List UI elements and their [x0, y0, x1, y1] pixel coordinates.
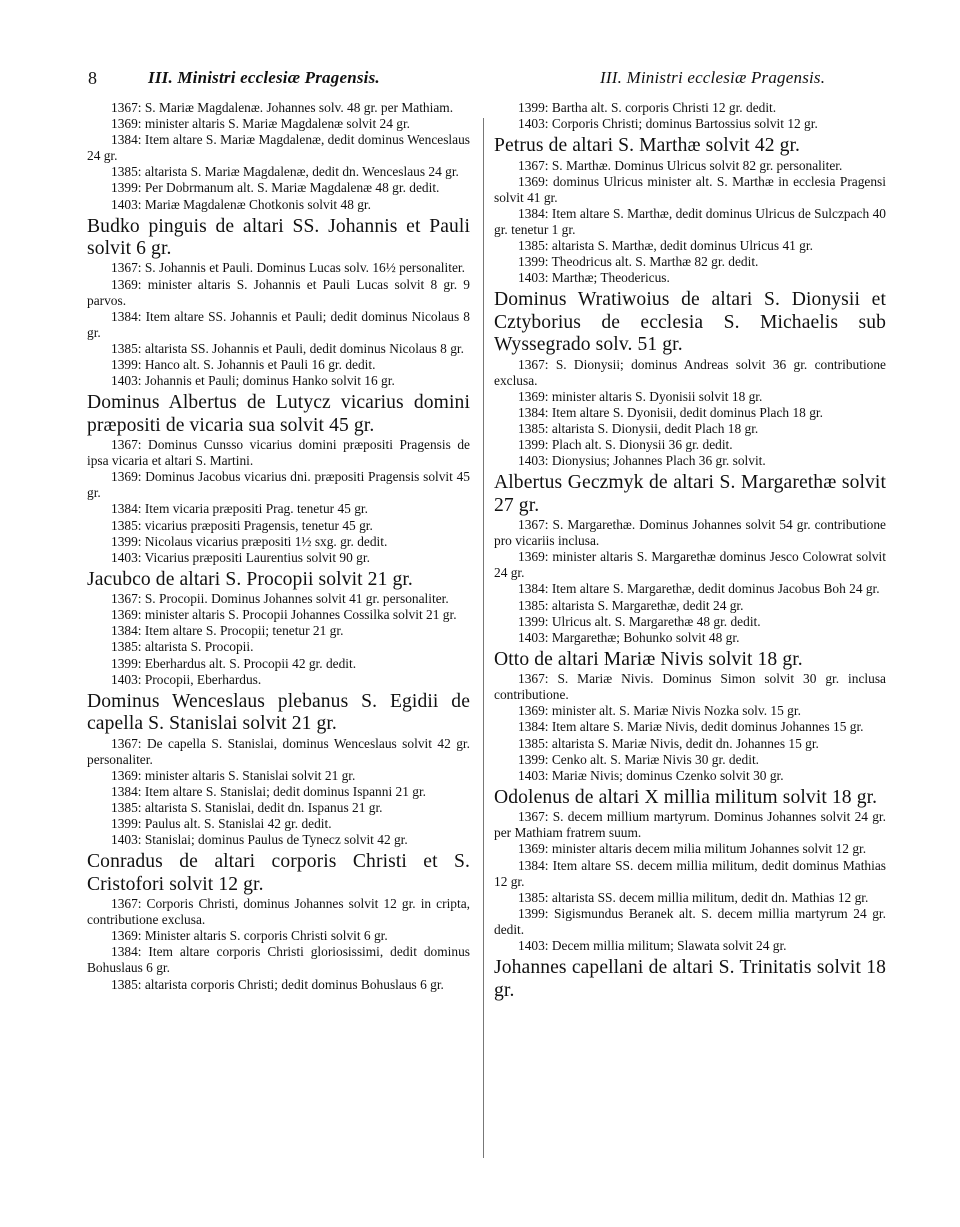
- record-entry: 1399: Eberhardus alt. S. Procopii 42 gr. dedit.: [111, 655, 357, 671]
- section-heading: Albertus Geczmyk de altari S. Margarethæ solvit 27 gr.: [494, 472, 886, 516]
- record-entry: 1369: minister altaris S. Margarethæ dominus Jesco Colowrat solvit 24 gr.: [494, 549, 886, 581]
- record-entry: 1367: S. Dionysii; dominus Andreas solvit 36 gr. contributione exclusa.: [494, 356, 886, 388]
- record-entry: 1385: altarista S. Marthæ, dedit dominus Ulricus 41 gr.: [518, 238, 813, 254]
- section-heading: Otto de altari Mariæ Nivis solvit 18 gr.: [494, 648, 803, 670]
- record-entry: 1403: Stanislai; dominus Paulus de Tynecz solvit 42 gr.: [111, 832, 408, 848]
- record-entry: 1384: Item altare S. Margarethæ, dedit dominus Jacobus Boh 24 gr.: [518, 581, 880, 597]
- record-entry: 1399: Sigismundus Beranek alt. S. decem millia martyrum 24 gr. dedit.: [494, 905, 886, 937]
- record-entry: 1367: Corporis Christi, dominus Johannes solvit 12 gr. in cripta, contributione exclusa.: [87, 896, 470, 928]
- record-entry: 1369: minister altaris S. Dyonisii solvit 18 gr.: [518, 388, 763, 404]
- record-entry: 1399: Nicolaus vicarius præpositi 1½ sxg. gr. dedit.: [111, 533, 388, 549]
- record-entry: 1399: Hanco alt. S. Johannis et Pauli 16 gr. dedit.: [111, 357, 376, 373]
- record-entry: 1369: minister alt. S. Mariæ Nivis Nozka solv. 15 gr.: [518, 703, 801, 719]
- section-heading: Odolenus de altari X millia militum solvit 18 gr.: [494, 786, 878, 808]
- record-entry: 1385: altarista corporis Christi; dedit dominus Bohuslaus 6 gr.: [111, 976, 444, 992]
- record-entry: 1367: S. Mariæ Magdalenæ. Johannes solv. 48 gr. per Mathiam.: [111, 100, 454, 115]
- record-entry: 1369: Minister altaris S. corporis Christi solvit 6 gr.: [111, 928, 388, 944]
- section-heading: Conradus de altari corporis Christi et S. Cristofori solvit 12 gr.: [87, 851, 470, 895]
- section-heading: Dominus Wenceslaus plebanus S. Egidii de capella S. Stanislai solvit 21 gr.: [87, 690, 470, 735]
- record-entry: 1385: altarista S. Margarethæ, dedit 24 gr.: [518, 597, 744, 613]
- record-entry: 1384: Item altare corporis Christi gloriosissimi, dedit dominus Bohuslaus 6 gr.: [87, 944, 470, 976]
- record-entry: 1384: Item vicaria præpositi Prag. tenetur 45 gr.: [111, 501, 368, 517]
- record-entry: 1403: Vicarius præpositi Laurentius solvit 90 gr.: [111, 549, 370, 565]
- record-entry: 1399: Paulus alt. S. Stanislai 42 gr. dedit.: [111, 816, 332, 832]
- record-entry: 1385: altarista S. Mariæ Magdalenæ, dedit dn. Wenceslaus 24 gr.: [111, 164, 459, 180]
- record-entry: 1384: Item altare S. Mariæ Nivis, dedit dominus Johannes 15 gr.: [518, 719, 864, 735]
- record-entry: 1399: Cenko alt. S. Mariæ Nivis 30 gr. dedit.: [518, 751, 760, 767]
- record-entry: 1367: S. Johannis et Pauli. Dominus Lucas solv. 16½ personaliter.: [111, 260, 465, 276]
- record-entry: 1384: Item altare SS. Johannis et Pauli; dedit dominus Nicolaus 8 gr.: [87, 308, 470, 340]
- section-heading: Johannes capellani de altari S. Trinitatis solvit 18 gr.: [494, 957, 886, 1001]
- record-entry: 1384: Item altare S. Mariæ Magdalenæ, dedit dominus Wenceslaus 24 gr.: [87, 132, 470, 164]
- record-entry: 1385: altarista SS. decem millia militum, dedit dn. Mathias 12 gr.: [518, 889, 869, 905]
- record-entry: 1367: S. Procopii. Dominus Johannes solvit 41 gr. personaliter.: [111, 591, 449, 607]
- record-entry: 1403: Corporis Christi; dominus Bartossius solvit 12 gr.: [518, 116, 818, 132]
- record-entry: 1369: minister altaris S. Mariæ Magdalenæ solvit 24 gr.: [111, 116, 411, 132]
- left-column: [87, 100, 470, 993]
- record-entry: 1367: S. Margarethæ. Dominus Johannes solvit 54 gr. contributione pro vicariis inclusa.: [494, 517, 886, 549]
- record-entry: 1369: minister altaris S. Stanislai solvit 21 gr.: [111, 767, 356, 783]
- record-entry: 1399: Bartha alt. S. corporis Christi 12 gr. dedit.: [518, 100, 777, 115]
- record-entry: 1369: minister altaris S. Procopii Johannes Cossilka solvit 21 gr.: [111, 607, 457, 623]
- record-entry: 1403: Mariæ Magdalenæ Chotkonis solvit 48 gr.: [111, 196, 371, 212]
- record-entry: 1385: altarista S. Mariæ Nivis, dedit dn. Johannes 15 gr.: [518, 735, 819, 751]
- record-entry: 1385: altarista S. Procopii.: [111, 639, 254, 655]
- record-entry: 1369: minister altaris S. Johannis et Pauli Lucas solvit 8 gr. 9 parvos.: [87, 276, 470, 308]
- record-entry: 1384: Item altare S. Dyonisii, dedit dominus Plach 18 gr.: [518, 404, 823, 420]
- record-entry: 1403: Procopii, Eberhardus.: [111, 671, 262, 687]
- section-heading: Jacubco de altari S. Procopii solvit 21 gr.: [87, 568, 413, 590]
- record-entry: 1367: Dominus Cunsso vicarius domini præpositi Pragensis de ipsa vicaria et altari S. Martini.: [87, 437, 470, 469]
- record-entry: 1384: Item altare S. Procopii; tenetur 21 gr.: [111, 623, 344, 639]
- record-entry: 1399: Plach alt. S. Dionysii 36 gr. dedit.: [518, 437, 733, 453]
- section-heading: Dominus Wratiwoius de altari S. Dionysii et Cztyborius de ecclesia S. Michaelis sub Wyssegrado solv. 51 gr.: [494, 289, 886, 356]
- record-entry: 1367: S. Marthæ. Dominus Ulricus solvit 82 gr. personaliter.: [518, 157, 843, 173]
- running-head-right: III. Ministri ecclesiæ Pragensis.: [600, 68, 826, 87]
- section-heading: Budko pinguis de altari SS. Johannis et Pauli solvit 6 gr.: [87, 215, 470, 260]
- column-divider: [483, 118, 484, 1158]
- record-entry: 1403: Decem millia militum; Slawata solvit 24 gr.: [518, 938, 787, 953]
- record-entry: 1385: altarista SS. Johannis et Pauli, dedit dominus Nicolaus 8 gr.: [111, 340, 464, 356]
- record-entry: 1384: Item altare S. Marthæ, dedit dominus Ulricus de Sulczpach 40 gr. tenetur 1 gr.: [494, 205, 886, 237]
- page-number: 8: [88, 68, 97, 88]
- record-entry: 1403: Dionysius; Johannes Plach 36 gr. solvit.: [518, 453, 766, 469]
- record-entry: 1403: Johannis et Pauli; dominus Hanko solvit 16 gr.: [111, 373, 395, 389]
- record-entry: 1403: Marthæ; Theodericus.: [518, 270, 670, 286]
- record-entry: 1367: De capella S. Stanislai, dominus Wenceslaus solvit 42 gr. personaliter.: [87, 735, 470, 767]
- record-entry: 1367: S. decem millium martyrum. Dominus Johannes solvit 24 gr. per Mathiam fratrem suum.: [494, 809, 886, 841]
- section-heading: Dominus Albertus de Lutycz vicarius domini præpositi de vicaria sua solvit 45 gr.: [87, 392, 470, 436]
- record-entry: 1369: Dominus Jacobus vicarius dni. præpositi Pragensis solvit 45 gr.: [87, 469, 470, 501]
- record-entry: 1403: Margarethæ; Bohunko solvit 48 gr.: [518, 629, 740, 645]
- record-entry: 1385: altarista S. Dionysii, dedit Plach 18 gr.: [518, 420, 759, 436]
- record-entry: 1399: Theodricus alt. S. Marthæ 82 gr. dedit.: [518, 254, 759, 270]
- right-column: [494, 100, 886, 1002]
- record-entry: 1399: Per Dobrmanum alt. S. Mariæ Magdalenæ 48 gr. dedit.: [111, 180, 440, 196]
- section-heading: Petrus de altari S. Marthæ solvit 42 gr.: [494, 135, 801, 157]
- record-entry: 1384: Item altare S. Stanislai; dedit dominus Ispanni 21 gr.: [111, 783, 427, 799]
- record-entry: 1403: Mariæ Nivis; dominus Czenko solvit 30 gr.: [518, 767, 784, 783]
- record-entry: 1384: Item altare SS. decem millia militum, dedit dominus Mathias 12 gr.: [494, 857, 886, 889]
- running-head-left: III. Ministri ecclesiæ Pragensis.: [148, 68, 380, 87]
- record-entry: 1369: minister altaris decem milia militum Johannes solvit 12 gr.: [518, 841, 867, 857]
- record-entry: 1399: Ulricus alt. S. Margarethæ 48 gr. dedit.: [518, 613, 761, 629]
- record-entry: 1385: altarista S. Stanislai, dedit dn. Ispanus 21 gr.: [111, 799, 383, 815]
- record-entry: 1385: vicarius præpositi Pragensis, tenetur 45 gr.: [111, 517, 373, 533]
- record-entry: 1369: dominus Ulricus minister alt. S. Marthæ in ecclesia Pragensi solvit 41 gr.: [494, 173, 886, 205]
- record-entry: 1367: S. Mariæ Nivis. Dominus Simon solvit 30 gr. inclusa contributione.: [494, 671, 886, 703]
